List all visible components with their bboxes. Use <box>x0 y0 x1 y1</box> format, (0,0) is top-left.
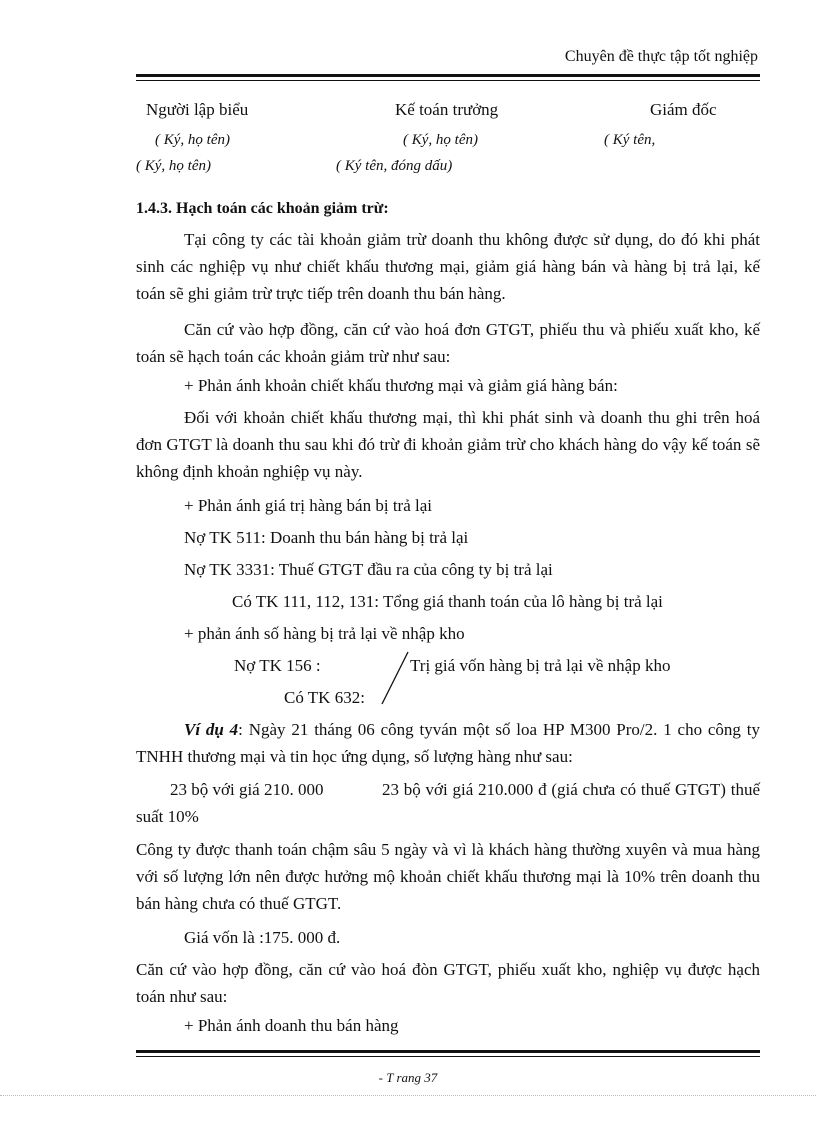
example-label: Ví dụ 4 <box>184 720 239 739</box>
line-credit-632: Có TK 632: <box>284 688 365 707</box>
line-cost-value: Trị giá vốn hàng bị trả lại về nhập kho <box>410 656 671 675</box>
line-credit-111: Có TK 111, 112, 131: Tổng giá thanh toán của lô hàng bị trả lại <box>232 592 663 611</box>
line-cost-price: Giá vốn là :175. 000 đ. <box>184 928 341 947</box>
example-paragraph <box>136 716 760 770</box>
page-header-title: Chuyên đề thực tập tốt nghiệp <box>564 48 758 65</box>
line-debit-3331: Nợ TK 3331: Thuế GTGT đầu ra của công ty bị trả lại <box>184 560 553 579</box>
paragraph-2: Căn cứ vào hợp đồng, căn cứ vào hoá đơn GTGT, phiếu thu và phiếu xuất kho, kế toán sẽ hạch toán các khoản giảm trừ như sau: <box>136 320 760 366</box>
signature-note-5: ( Ký tên, đóng dấu) <box>336 158 453 174</box>
paragraph-1: Tại công ty các tài khoản giảm trừ doanh thu không được sử dụng, do đó khi phát sinh các nghiệp vụ như chiết khấu thương mại, giảm giá hàng bán và hàng bị trả lại, kế toán sẽ ghi giảm trừ trực tiếp trên doanh thu bán hàng. <box>136 230 760 303</box>
line-debit-156: Nợ TK 156 : <box>234 656 321 675</box>
line-quantity-note: 23 bộ với giá 210. 000 <box>170 780 324 799</box>
journal-slash <box>378 650 412 706</box>
line-revenue: + Phản ánh doanh thu bán hàng <box>184 1016 399 1035</box>
page-number: - T rang 37 <box>378 1070 438 1085</box>
footer-rule-thin <box>136 1056 760 1057</box>
signature-role-chief-accountant: Kế toán trưởng <box>395 100 499 119</box>
signature-note-2: ( Ký, họ tên) <box>403 132 478 148</box>
footer-rule <box>136 1050 760 1053</box>
signature-note-3: ( Ký tên, <box>604 132 656 148</box>
line-returned-value: + Phản ánh giá trị hàng bán bị trả lại <box>184 496 432 515</box>
signature-note-4: ( Ký, họ tên) <box>136 158 211 174</box>
line-returned-stock: + phản ánh số hàng bị trả lại về nhập kho <box>184 624 465 643</box>
signature-role-preparer: Người lập biểu <box>146 100 249 119</box>
line-debit-511: Nợ TK 511: Doanh thu bán hàng bị trả lại <box>184 528 469 547</box>
header-rule <box>136 74 760 77</box>
example-text: : Ngày 21 tháng 06 công tyván một số loa HP M300 Pro/2. 1 cho công ty TNHH thương mại và tin học ứng dụng, số lượng hàng như sau: <box>136 720 760 766</box>
page-edge-dots <box>0 1095 816 1096</box>
section-heading: 1.4.3. Hạch toán các khoản giảm trừ: <box>136 200 389 217</box>
paragraph-accounting: Căn cứ vào hợp đồng, căn cứ vào hoá đòn GTGT, phiếu xuất kho, nghiệp vụ được hạch toán như sau: <box>136 960 760 1006</box>
paragraph-4: Đối với khoản chiết khấu thương mại, thì khi phát sinh và doanh thu ghi trên hoá đơn GTGT là doanh thu sau khi đó trừ đi khoản giảm trừ cho khách hàng do vậy kế toán sẽ không định khoản nghiệp vụ này. <box>136 408 760 481</box>
paragraph-payment: Công ty được thanh toán chậm sâu 5 ngày và vì là khách hàng thường xuyên và mua hàng với số lượng lớn nên được hưởng mộ khoản chiết khấu thương mại là 10% trên doanh thu bán hàng chưa có thuế GTGT. <box>136 840 760 913</box>
signature-role-director: Giám đốc <box>650 100 717 119</box>
header-rule-thin <box>136 80 760 81</box>
signature-note-1: ( Ký, họ tên) <box>155 132 230 148</box>
paragraph-quantity: 23 bộ với giá 210.000 đ (giá chưa có thuế GTGT) thuế suất 10% <box>136 780 760 826</box>
line-discount: + Phản ánh khoản chiết khấu thương mại và giảm giá hàng bán: <box>184 376 618 395</box>
